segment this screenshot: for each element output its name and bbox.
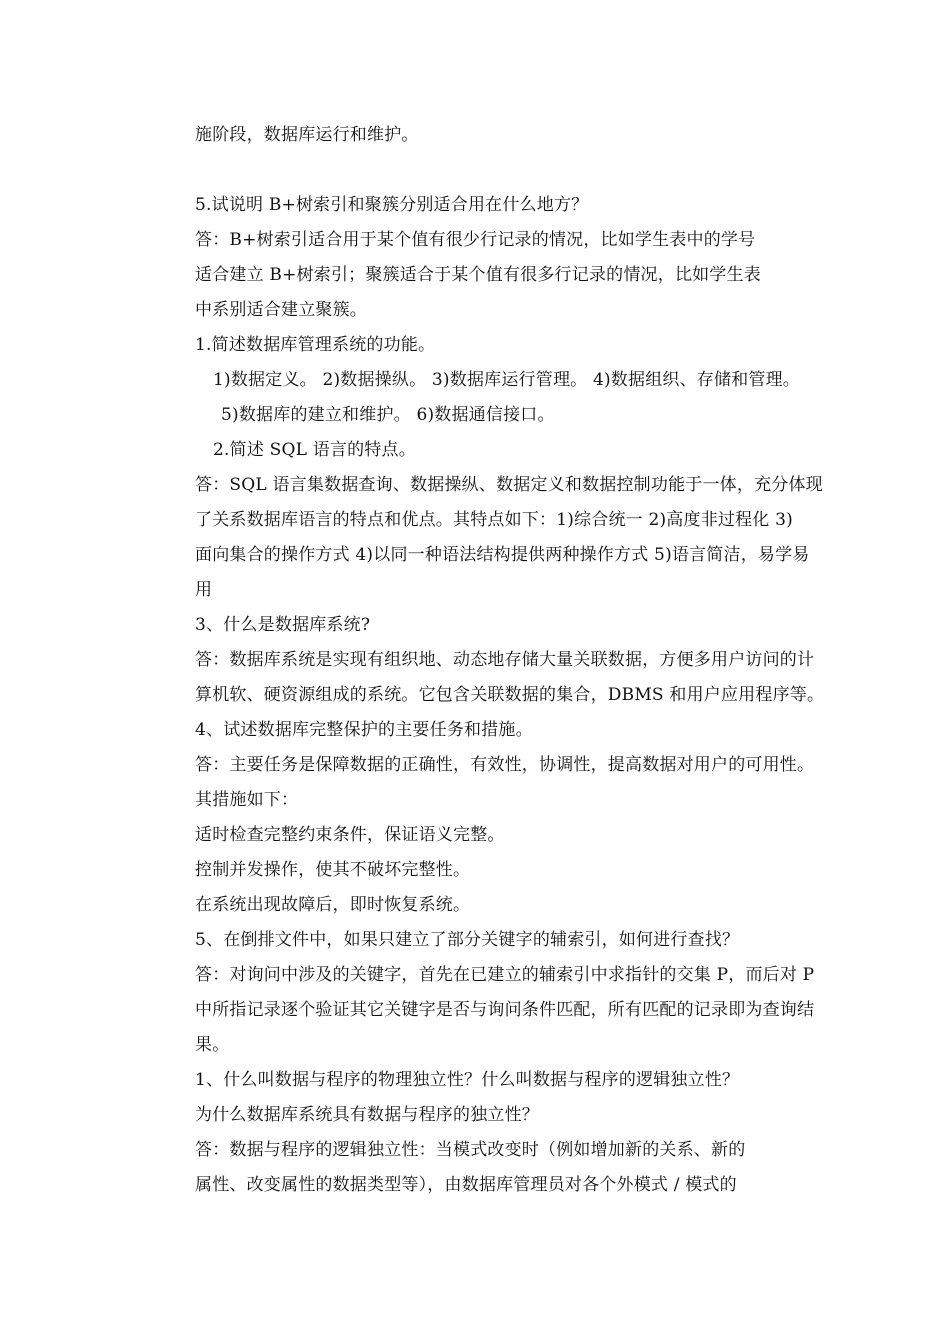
question-line: 2.简述 SQL 语言的特点。 bbox=[213, 440, 416, 460]
answer-line: 用 bbox=[195, 580, 213, 600]
answer-line: 答：主要任务是保障数据的正确性，有效性，协调性，提高数据对用户的可用性。 bbox=[195, 755, 815, 775]
question-line: 5.试说明 B+树索引和聚簇分别适合用在什么地方？ bbox=[195, 195, 589, 215]
answer-line: 中所指记录逐个验证其它关键字是否与询问条件匹配，所有匹配的记录即为查询结 bbox=[195, 1000, 815, 1020]
answer-line: 适时检查完整约束条件，保证语义完整。 bbox=[195, 825, 505, 845]
question-line: 4、试述数据库完整保护的主要任务和措施。 bbox=[195, 720, 533, 740]
answer-line: 中系别适合建立聚簇。 bbox=[195, 300, 367, 320]
answer-line: 属性、改变属性的数据类型等），由数据库管理员对各个外模式 / 模式的 bbox=[195, 1175, 737, 1195]
text-line: 施阶段，数据库运行和维护。 bbox=[195, 125, 419, 145]
answer-line: 答：B+树索引适合用于某个值有很少行记录的情况，比如学生表中的学号 bbox=[195, 230, 756, 250]
question-line: 1、什么叫数据与程序的物理独立性？什么叫数据与程序的逻辑独立性？ bbox=[195, 1070, 740, 1090]
answer-line: 答：SQL 语言集数据查询、数据操纵、数据定义和数据控制功能于一体，充分体现 bbox=[195, 475, 823, 495]
answer-line: 面向集合的操作方式 4)以同一种语法结构提供两种操作方式 5)语言简洁，易学易 bbox=[195, 545, 810, 565]
question-line: 3、什么是数据库系统? bbox=[195, 615, 371, 635]
question-line: 为什么数据库系统具有数据与程序的独立性？ bbox=[195, 1105, 539, 1125]
answer-line: 1)数据定义。 2)数据操纵。 3)数据库运行管理。 4)数据组织、存储和管理。 bbox=[213, 370, 801, 390]
answer-line: 5)数据库的建立和维护。 6)数据通信接口。 bbox=[221, 405, 555, 425]
answer-line: 果。 bbox=[195, 1035, 230, 1055]
answer-line: 算机软、硬资源组成的系统。它包含关联数据的集合，DBMS 和用户应用程序等。 bbox=[195, 685, 825, 705]
answer-line: 答：对询问中涉及的关键字，首先在已建立的辅索引中求指针的交集 P，而后对 P bbox=[195, 965, 815, 985]
answer-line: 在系统出现故障后，即时恢复系统。 bbox=[195, 895, 471, 915]
answer-line: 其措施如下： bbox=[195, 790, 299, 810]
answer-line: 了关系数据库语言的特点和优点。其特点如下：1)综合统一 2)高度非过程化 3) bbox=[195, 510, 793, 530]
question-line: 5、在倒排文件中，如果只建立了部分关键字的辅索引，如何进行查找？ bbox=[195, 930, 740, 950]
answer-line: 控制并发操作，使其不破坏完整性。 bbox=[195, 860, 471, 880]
answer-line: 答：数据与程序的逻辑独立性：当模式改变时（例如增加新的关系、新的 bbox=[195, 1140, 746, 1160]
question-line: 1.简述数据库管理系统的功能。 bbox=[195, 335, 436, 355]
answer-line: 适合建立 B+树索引；聚簇适合于某个值有很多行记录的情况，比如学生表 bbox=[195, 265, 761, 285]
answer-line: 答：数据库系统是实现有组织地、动态地存储大量关联数据，方便多用户访问的计 bbox=[195, 650, 815, 670]
